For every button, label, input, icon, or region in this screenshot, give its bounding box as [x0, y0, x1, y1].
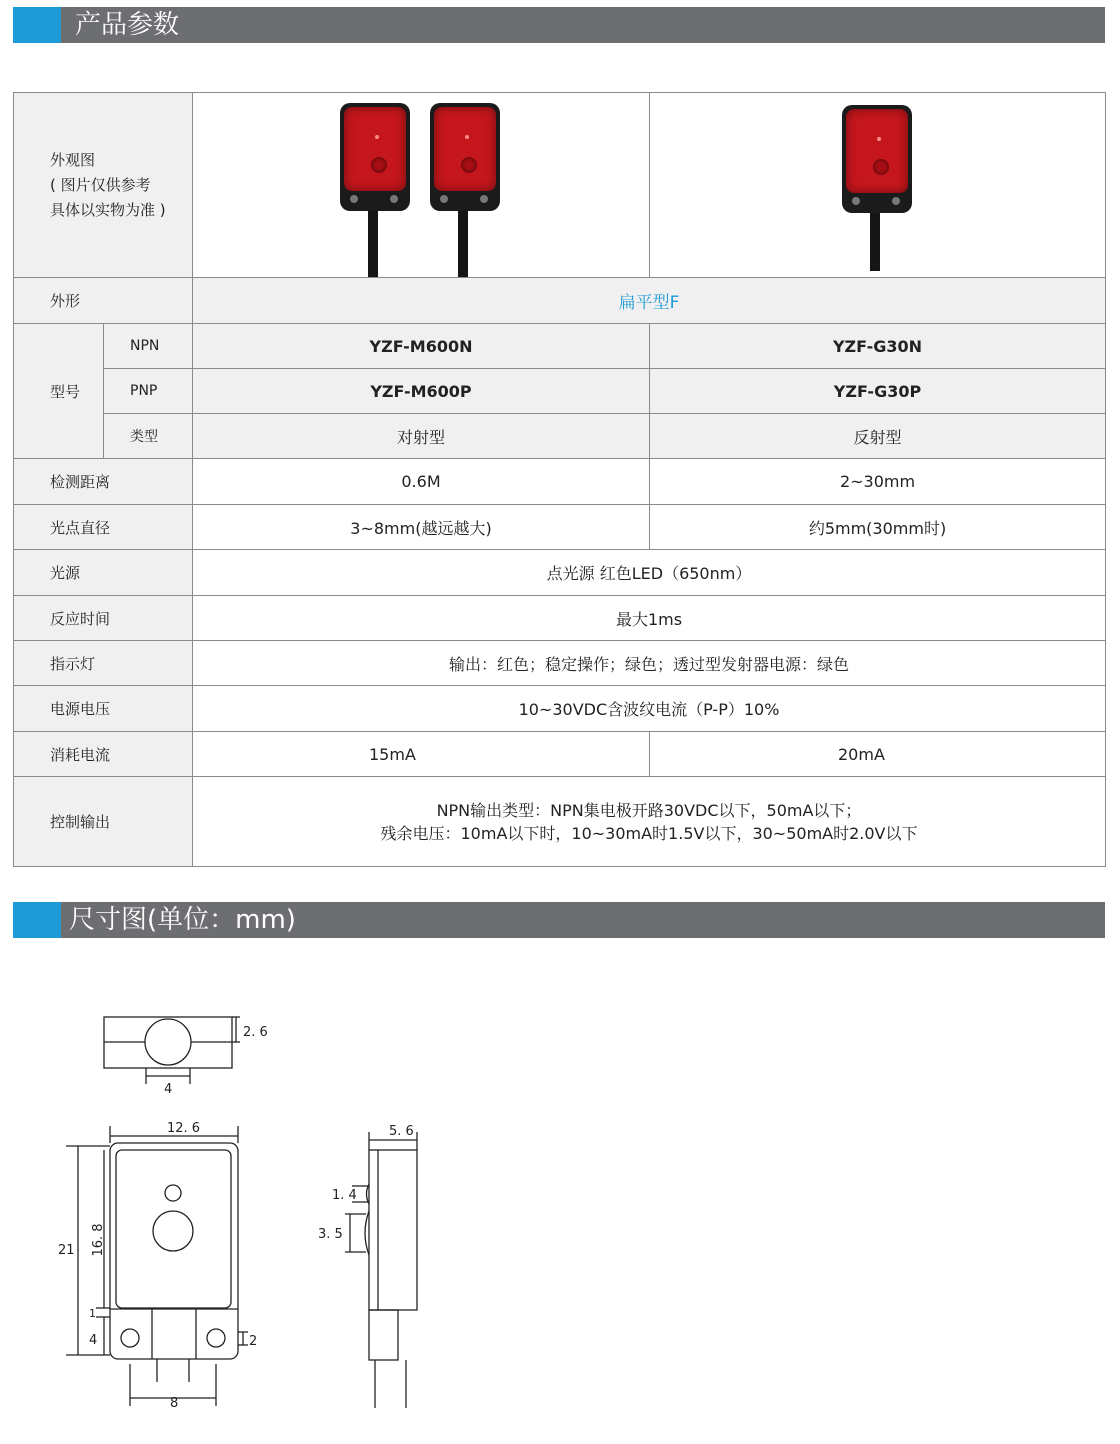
- response-value: 最大1ms: [193, 596, 1106, 641]
- section-title: 产品参数: [75, 10, 180, 40]
- current-value: 20mA: [650, 732, 1106, 777]
- table-row: [14, 732, 1106, 777]
- model-label: 型号: [14, 324, 104, 459]
- section-header-params: [13, 7, 1105, 43]
- voltage-label: 电源电压: [14, 686, 193, 732]
- dim-label: 21: [58, 1243, 75, 1258]
- spot-value: 3~8mm(越远越大): [193, 505, 650, 550]
- model-value: YZF-M600N: [193, 324, 650, 369]
- section-header-dimensions: [13, 902, 1105, 938]
- table-row: [14, 505, 1106, 550]
- table-row: [14, 777, 1106, 867]
- section-accent: [13, 902, 61, 938]
- output-label: 控制输出: [14, 777, 193, 867]
- current-label: 消耗电流: [14, 732, 193, 777]
- indicator-label: 指示灯: [14, 641, 193, 686]
- dim-label: 4: [164, 1082, 173, 1097]
- type-value: 反射型: [650, 414, 1106, 459]
- dim-label: 5. 6: [389, 1124, 414, 1139]
- appearance-image-cell: [650, 93, 1106, 278]
- model-value: YZF-G30N: [650, 324, 1106, 369]
- table-row: [14, 686, 1106, 732]
- light-label: 光源: [14, 550, 193, 596]
- sensor-image: [840, 101, 916, 271]
- dim-label: 8: [170, 1396, 179, 1411]
- pnp-label: PNP: [104, 369, 193, 414]
- table-row: [14, 324, 1106, 369]
- dim-label: 2. 6: [243, 1025, 268, 1040]
- section-title: 尺寸图(单位：mm): [69, 905, 296, 935]
- section-accent: [13, 7, 61, 43]
- light-value: 点光源 红色LED（650nm）: [193, 550, 1106, 596]
- voltage-value: 10~30VDC含波纹电流（P-P）10%: [193, 686, 1106, 732]
- table-row: [14, 369, 1106, 414]
- dim-label: 3. 5: [318, 1227, 343, 1242]
- output-value: NPN输出类型：NPN集电极开路30VDC以下，50mA以下； 残余电压：10mA以下时，10~30mA时1.5V以下，30~50mA时2.0V以下: [193, 777, 1106, 867]
- distance-value: 2~30mm: [650, 459, 1106, 505]
- type-value: 对射型: [193, 414, 650, 459]
- spot-value: 约5mm(30mm时): [650, 505, 1106, 550]
- table-row: [14, 278, 1106, 324]
- sensor-image: [338, 99, 414, 277]
- dim-label: 4: [89, 1333, 98, 1348]
- dim-label: 2: [249, 1334, 258, 1349]
- distance-label: 检测距离: [14, 459, 193, 505]
- spot-label: 光点直径: [14, 505, 193, 550]
- current-value: 15mA: [193, 732, 650, 777]
- table-row: [14, 596, 1106, 641]
- distance-value: 0.6M: [193, 459, 650, 505]
- model-value: YZF-M600P: [193, 369, 650, 414]
- shape-value: 扁平型F: [193, 278, 1106, 324]
- dim-label: 12. 6: [167, 1121, 201, 1136]
- table-row: [14, 459, 1106, 505]
- type-label: 类型: [104, 414, 193, 459]
- npn-label: NPN: [104, 324, 193, 369]
- appearance-image-cell: [193, 93, 650, 278]
- response-label: 反应时间: [14, 596, 193, 641]
- indicator-value: 输出：红色；稳定操作；绿色；透过型发射器电源：绿色: [193, 641, 1106, 686]
- table-row: [14, 550, 1106, 596]
- model-value: YZF-G30P: [650, 369, 1106, 414]
- table-row: [14, 414, 1106, 459]
- dimension-drawing: [0, 990, 460, 1430]
- table-row: [14, 93, 1106, 278]
- spec-table: [13, 92, 1106, 867]
- table-row: [14, 641, 1106, 686]
- dim-label: 16. 8: [91, 1223, 106, 1257]
- sensor-image: [428, 99, 504, 277]
- dim-label: 1. 4: [332, 1188, 357, 1203]
- dim-label: 1: [89, 1307, 96, 1320]
- appearance-label: 外观图 ( 图片仅供参考 具体以实物为准 ): [14, 93, 193, 278]
- shape-label: 外形: [14, 278, 193, 324]
